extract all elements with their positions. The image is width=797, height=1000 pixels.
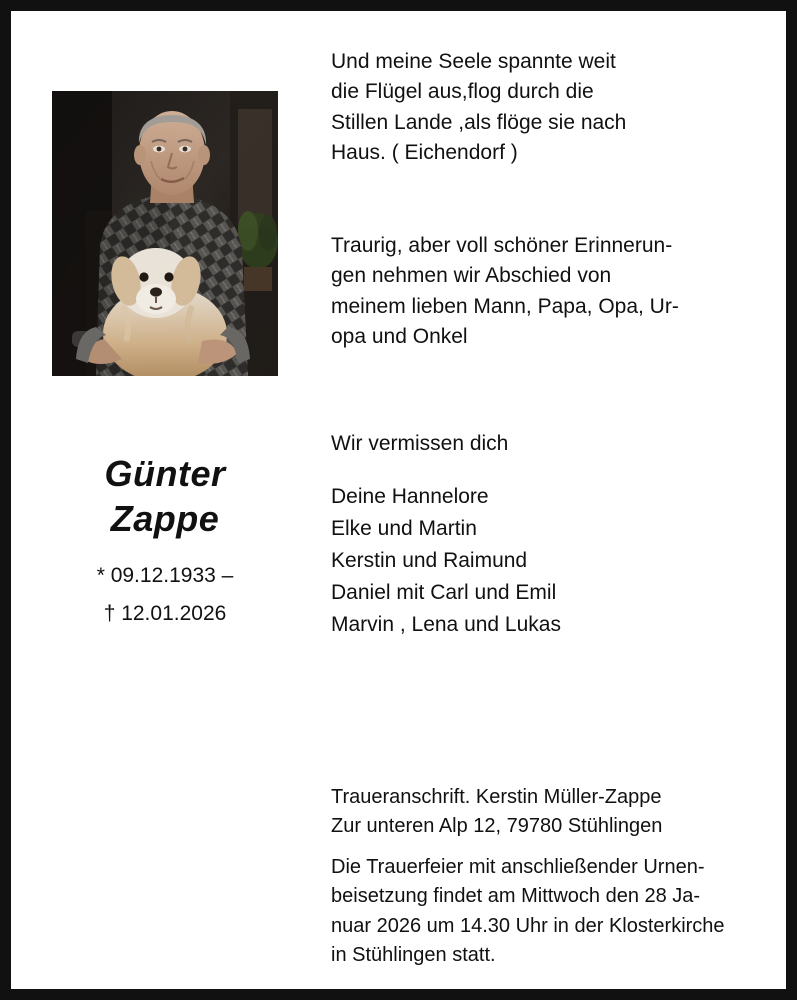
deceased-first-name: Günter xyxy=(104,453,226,494)
deceased-last-name: Zappe xyxy=(110,498,220,539)
death-date: † 12.01.2026 xyxy=(103,601,227,625)
farewell-line: Traurig, aber voll schöner Erinnerun- xyxy=(331,233,673,257)
portrait-photo xyxy=(52,91,278,376)
ceremony-line: beisetzung findet am Mittwoch den 28 Ja- xyxy=(331,885,701,908)
deceased-name-block xyxy=(52,451,278,633)
ceremony-details xyxy=(331,853,786,971)
ceremony-line: in Stühlingen statt. xyxy=(331,944,496,967)
ceremony-line: Die Trauerfeier mit anschließender Urnen- xyxy=(331,856,705,878)
poem-text xyxy=(331,47,771,169)
ceremony-line: nuar 2026 um 14.30 Uhr in der Klosterkirche xyxy=(331,914,725,937)
poem-line: Und meine Seele spannte weit xyxy=(331,50,616,73)
portrait-photo-image xyxy=(52,91,278,376)
mourner-item: Marvin , Lena und Lukas xyxy=(331,612,561,636)
mourning-address xyxy=(331,783,781,841)
farewell-line: gen nehmen wir Abschied von xyxy=(331,264,612,288)
poem-line: Stillen Lande ,als flöge sie nach xyxy=(331,110,627,134)
mourners-list xyxy=(331,481,771,641)
address-line: Zur unteren Alp 12, 79780 Stühlingen xyxy=(331,815,663,837)
mourner-item: Elke und Martin xyxy=(331,516,477,540)
missing-you-line: Wir vermissen dich xyxy=(331,431,509,455)
mourner-item: Daniel mit Carl und Emil xyxy=(331,580,557,604)
mourner-item: Deine Hannelore xyxy=(331,484,489,508)
right-column xyxy=(331,47,771,640)
life-dates xyxy=(52,557,278,633)
mourner-item: Kerstin und Raimund xyxy=(331,548,528,572)
left-column xyxy=(52,91,302,633)
notice-inner xyxy=(11,11,786,989)
birth-date: * 09.12.1933 – xyxy=(96,564,234,587)
poem-line: Haus. ( Eichendorf ) xyxy=(331,141,518,165)
address-line: Traueranschrift. Kerstin Müller-Zappe xyxy=(331,786,662,808)
poem-line: die Flügel aus,flog durch die xyxy=(331,80,594,104)
farewell-line: meinem lieben Mann, Papa, Opa, Ur- xyxy=(331,294,679,318)
farewell-line: opa und Onkel xyxy=(331,325,468,349)
farewell-text xyxy=(331,231,771,353)
